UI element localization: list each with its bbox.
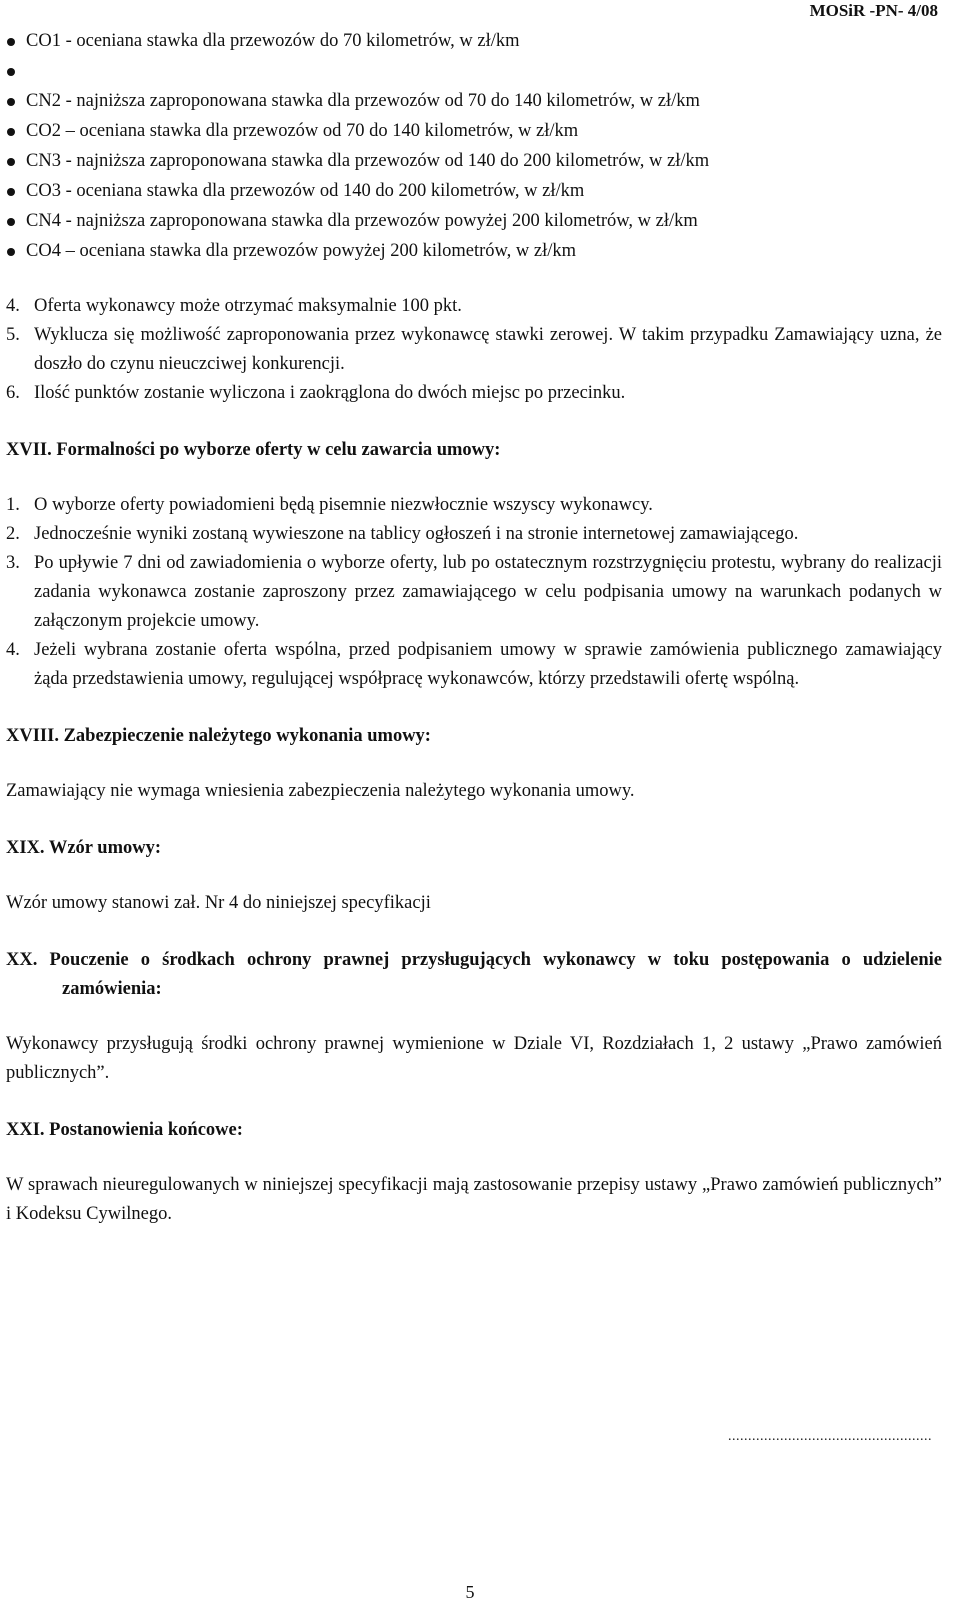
section-xviii-title: XVIII. Zabezpieczenie należytego wykonania umowy: (6, 726, 431, 746)
document-code: MOSiR -PN- 4/08 (809, 1, 938, 20)
item-text: Po upływie 7 dni od zawiadomienia o wyborze oferty, lub po ostatecznym rozstrzygnięciu protestu, wybrany do realizacji zadania wykonawca zostanie zaproszony przez zamawiającego w celu podpisania umowy na warunkach podanych w załączonym projekcie umowy. (34, 553, 942, 631)
document-page (6, 26, 942, 1229)
bullet-empty (6, 56, 942, 86)
point-number: 4. (6, 296, 20, 316)
xvii-item-3 (6, 549, 942, 636)
item-number: 1. (6, 495, 20, 515)
point-text: Ilość punktów zostanie wyliczona i zaokrąglona do dwóch miejsc po przecinku. (34, 383, 626, 403)
bullet-cn4: CN4 - najniższa zaproponowana stawka dla przewozów powyżej 200 kilometrów, w zł/km (6, 206, 942, 236)
bullet-co1: CO1 - oceniana stawka dla przewozów do 70 kilometrów, w zł/km (6, 26, 942, 56)
point-text: Oferta wykonawcy może otrzymać maksymalnie 100 pkt. (34, 296, 462, 316)
point-6 (6, 379, 942, 408)
xvii-item-2 (6, 520, 942, 549)
item-number: 3. (6, 553, 20, 573)
section-xix-title: XIX. Wzór umowy: (6, 838, 162, 858)
scoring-points-list (6, 292, 942, 408)
item-text: Jeżeli wybrana zostanie oferta wspólna, przed podpisaniem umowy w sprawie zamówienia publicznego zamawiający żąda przedstawienia umowy, regulującej współpracę wykonawców, którzy przedstawili ofertę wspólną. (34, 640, 942, 689)
point-4 (6, 292, 942, 321)
point-5 (6, 321, 942, 379)
page-number: 5 (465, 1582, 475, 1602)
point-number: 5. (6, 325, 20, 345)
bullet-cn3: CN3 - najniższa zaproponowana stawka dla przewozów od 140 do 200 kilometrów, w zł/km (6, 146, 942, 176)
point-number: 6. (6, 383, 20, 403)
item-number: 2. (6, 524, 20, 544)
section-xvii-title: XVII. Formalności po wyborze oferty w celu zawarcia umowy: (6, 440, 501, 460)
rate-definitions-list (6, 26, 942, 266)
bullet-co3: CO3 - oceniana stawka dla przewozów od 140 do 200 kilometrów, w zł/km (6, 176, 942, 206)
section-xxi-text: W sprawach nieuregulowanych w niniejszej specyfikacji mają zastosowanie przepisy ustawy „Prawo zamówień publicznych” i Kodeksu Cywilnego. (6, 1175, 942, 1224)
section-xxi-title: XXI. Postanowienia końcowe: (6, 1120, 243, 1140)
signature-line: ................................................... (728, 1429, 932, 1444)
item-text: O wyborze oferty powiadomieni będą pisemnie niezwłocznie wszyscy wykonawcy. (34, 495, 653, 515)
item-number: 4. (6, 640, 20, 660)
item-text: Jednocześnie wyniki zostaną wywieszone na tablicy ogłoszeń i na stronie internetowej zamawiającego. (34, 524, 799, 544)
xvii-item-4 (6, 636, 942, 694)
section-xix-text: Wzór umowy stanowi zał. Nr 4 do niniejszej specyfikacji (6, 893, 431, 913)
bullet-co2: CO2 – oceniana stawka dla przewozów od 70 do 140 kilometrów, w zł/km (6, 116, 942, 146)
bullet-co4: CO4 – oceniana stawka dla przewozów powyżej 200 kilometrów, w zł/km (6, 236, 942, 266)
xvii-item-1 (6, 491, 942, 520)
point-text: Wyklucza się możliwość zaproponowania przez wykonawcę stawki zerowej. W takim przypadku Zamawiający uzna, że doszło do czynu nieuczciwej konkurencji. (34, 325, 942, 374)
section-xx-title: XX. Pouczenie o środkach ochrony prawnej przysługujących wykonawcy w toku postępowania o udzielenie zamówienia: (6, 950, 942, 999)
section-xvii-list (6, 491, 942, 694)
section-xviii-text: Zamawiający nie wymaga wniesienia zabezpieczenia należytego wykonania umowy. (6, 781, 635, 801)
section-xx-text: Wykonawcy przysługują środki ochrony prawnej wymienione w Dziale VI, Rozdziałach 1, 2 ustawy „Prawo zamówień publicznych”. (6, 1034, 942, 1083)
bullet-cn2: CN2 - najniższa zaproponowana stawka dla przewozów od 70 do 140 kilometrów, w zł/km (6, 86, 942, 116)
